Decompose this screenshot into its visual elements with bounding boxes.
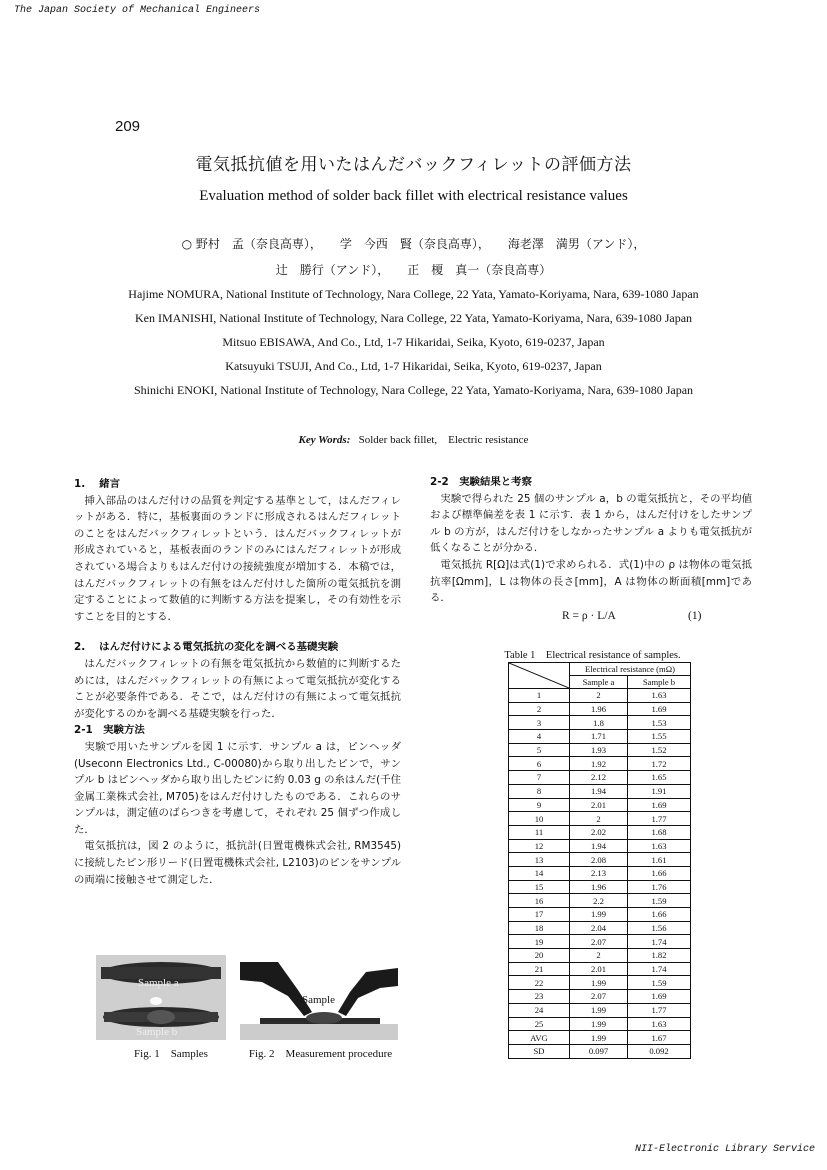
table-cell-sample-a: 2.04	[570, 921, 628, 935]
table-row-label: AVG	[509, 1031, 570, 1045]
table-row	[509, 825, 691, 839]
table-cell-sample-b: 1.66	[628, 866, 691, 880]
table-cell-sample-a: 1.8	[570, 716, 628, 730]
table-cell-sample-b: 1.68	[628, 825, 691, 839]
table-row-label: 7	[509, 771, 570, 785]
table-cell-sample-a: 2.01	[570, 962, 628, 976]
keywords-text: Solder back fillet, Electric resistance	[358, 434, 529, 446]
section-2-2-heading: 2-2 実験結果と考察	[430, 476, 532, 488]
table-cell-sample-a: 1.93	[570, 743, 628, 757]
table-row	[509, 949, 691, 963]
table-cell-sample-b: 1.63	[628, 839, 691, 853]
figure-1-label-b: Sample b	[136, 1026, 178, 1038]
table-row-label: 8	[509, 784, 570, 798]
table-row-label: 12	[509, 839, 570, 853]
table-row	[509, 935, 691, 949]
table-cell-sample-b: 1.76	[628, 880, 691, 894]
table-row-label: 5	[509, 743, 570, 757]
affiliation-line: Hajime NOMURA, National Institute of Technology, Nara College, 22 Yata, Yamato-Koriyama, Nara, 639-1080 Japan	[128, 287, 699, 301]
table-cell-sample-a: 2.07	[570, 935, 628, 949]
figure-1-image	[96, 955, 226, 1040]
section-2-2-body-2: 電気抵抗 R[Ω]は式(1)で求められる．式(1)中の ρ は物体の電気抵抗率[Ωmm]，L は物体の長さ[mm]，A は物体の断面積[mm]である．	[430, 558, 752, 605]
authors-japanese-line-2: 辻 勝行（アンド）， 正 榎 真一（奈良高専）	[275, 263, 552, 277]
table-group-header: Electrical resistance (mΩ)	[570, 663, 691, 676]
table-cell-sample-b: 1.77	[628, 812, 691, 826]
table-row	[509, 976, 691, 990]
table-cell-sample-a: 1.96	[570, 880, 628, 894]
table-cell-sample-a: 2	[570, 812, 628, 826]
keywords-label: Key Words:	[298, 434, 351, 446]
table-row	[509, 962, 691, 976]
table-cell-sample-a: 2.01	[570, 798, 628, 812]
table-cell-sample-b: 1.67	[628, 1031, 691, 1045]
affiliation-line: Shinichi ENOKI, National Institute of Technology, Nara College, 22 Yata, Yamato-Koriyama, Nara, 639-1080 Japan	[133, 383, 694, 397]
table-row	[509, 689, 691, 703]
table-row-label: SD	[509, 1044, 570, 1058]
table-cell-sample-b: 1.65	[628, 771, 691, 785]
table-cell-sample-b: 1.63	[628, 689, 691, 703]
table-row-label: 24	[509, 1003, 570, 1017]
table-row-label: 6	[509, 757, 570, 771]
table-cell-sample-a: 1.92	[570, 757, 628, 771]
table-cell-sample-a: 1.71	[570, 730, 628, 744]
table-cell-sample-b: 1.74	[628, 962, 691, 976]
table-row-label: 21	[509, 962, 570, 976]
table-diagonal	[509, 663, 569, 688]
right-column	[430, 474, 752, 625]
table-row-label: 18	[509, 921, 570, 935]
table-cell-sample-b: 1.82	[628, 949, 691, 963]
table-cell-sample-a: 2.07	[570, 990, 628, 1004]
table-cell-sample-a: 1.94	[570, 839, 628, 853]
table-row-label: 14	[509, 866, 570, 880]
table-cell-sample-b: 1.77	[628, 1003, 691, 1017]
table-row-label: 10	[509, 812, 570, 826]
table-cell-sample-a: 1.94	[570, 784, 628, 798]
table-cell-sample-a: 2.08	[570, 853, 628, 867]
table-row	[509, 921, 691, 935]
figure-1-label-a: Sample a	[138, 977, 179, 989]
resistance-table	[508, 662, 691, 1059]
table-row	[509, 743, 691, 757]
section-2-2-body-1: 実験で得られた 25 個のサンプル a，b の電気抵抗と，その平均値および標準偏差を表 1 に示す．表 1 から，はんだ付けをしたサンプル b の方が，はんだ付けをしなかったサンプル a よりも電気抵抗が低くなることが分かる．	[430, 492, 752, 555]
section-1-body: 挿入部品のはんだ付けの品質を判定する基準として，はんだフィレットがある．特に，基板裏面のランドに形成されるはんだフィレットのことをはんだバックフィレットという．はんだバックフィレットが形成されていると，基板表面のランドのみにはんだフィレットが形成されている場合よりもはんだ付けの接続強度が増加する．本稿では，はんだバックフィレットの有無をはんだ付けした箇所の電気抵抗を測定することによって数値的に判断する方法を提案し，その有効性を示すことを目的とする．	[74, 494, 401, 623]
table-cell-sample-a: 2	[570, 689, 628, 703]
table-row	[509, 784, 691, 798]
table-row	[509, 866, 691, 880]
figure-1-drawing	[96, 955, 226, 1040]
table-cell-sample-b: 1.61	[628, 853, 691, 867]
affiliation-line: Mitsuo EBISAWA, And Co., Ltd, 1-7 Hikaridai, Seika, Kyoto, 619-0237, Japan	[222, 335, 605, 349]
table-cell-sample-b: 1.66	[628, 908, 691, 922]
table-row-label: 19	[509, 935, 570, 949]
table-row-label: 4	[509, 730, 570, 744]
journal-header: The Japan Society of Mechanical Engineers	[14, 5, 261, 16]
table-cell-sample-b: 1.59	[628, 976, 691, 990]
table-row-label: 11	[509, 825, 570, 839]
table-cell-sample-a: 1.99	[570, 908, 628, 922]
table-cell-sample-b: 1.72	[628, 757, 691, 771]
table-row-label: 1	[509, 689, 570, 703]
table-row	[509, 1044, 691, 1058]
table-1-caption: Table 1 Electrical resistance of samples.	[504, 650, 681, 661]
table-cell-sample-b: 1.56	[628, 921, 691, 935]
table-cell-sample-b: 1.69	[628, 702, 691, 716]
table-row-label: 15	[509, 880, 570, 894]
authors-japanese-line-1: ○ 野村 孟（奈良高専）， 学 今西 賢（奈良高専）， 海老澤 満男（アンド），	[181, 237, 646, 251]
table-row-label: 20	[509, 949, 570, 963]
section-1-heading: 1. 緒言	[74, 478, 120, 490]
table-cell-sample-b: 1.63	[628, 1017, 691, 1031]
table-row-label: 2	[509, 702, 570, 716]
table-row-label: 13	[509, 853, 570, 867]
table-row	[509, 908, 691, 922]
table-row-label: 23	[509, 990, 570, 1004]
table-cell-sample-b: 1.69	[628, 798, 691, 812]
figure-2-image	[240, 962, 398, 1040]
title-japanese: 電気抵抗値を用いたはんだバックフィレットの評価方法	[195, 155, 632, 175]
table-row	[509, 853, 691, 867]
table-cell-sample-a: 2.12	[570, 771, 628, 785]
table-row-label: 3	[509, 716, 570, 730]
table-row	[509, 730, 691, 744]
table-cell-sample-a: 1.99	[570, 1031, 628, 1045]
section-2-heading: 2. はんだ付けによる電気抵抗の変化を調べる基礎実験	[74, 641, 339, 654]
table-cell-sample-b: 1.74	[628, 935, 691, 949]
table-row	[509, 990, 691, 1004]
table-row	[509, 771, 691, 785]
table-row	[509, 1017, 691, 1031]
table-cell-sample-a: 1.99	[570, 1003, 628, 1017]
table-cell-sample-a: 2.02	[570, 825, 628, 839]
table-cell-sample-a: 2.2	[570, 894, 628, 908]
figure-2-label: Sample	[302, 994, 335, 1006]
section-2-body: はんだバックフィレットの有無を電気抵抗から数値的に判断するためには，はんだバックフィレットの有無によって電気抵抗が変化することが必要条件である．そこで，はんだ付けの有無によって電気抵抗が変化するのかを調べる基礎実験を行った．	[74, 657, 401, 720]
table-cell-sample-a: 1.99	[570, 1017, 628, 1031]
table-row	[509, 716, 691, 730]
figure-2-drawing	[240, 962, 398, 1040]
table-cell-sample-a: 1.96	[570, 702, 628, 716]
affiliation-line: Ken IMANISHI, National Institute of Technology, Nara College, 22 Yata, Yamato-Koriyama, Nara, 639-1080 Japan	[134, 311, 693, 325]
table-cell-sample-a: 1.99	[570, 976, 628, 990]
table-row	[509, 894, 691, 908]
table-cell-sample-b: 1.55	[628, 730, 691, 744]
table-corner-cell	[509, 663, 570, 689]
library-footer: NII-Electronic Library Service	[634, 1144, 815, 1155]
table-row-label: 25	[509, 1017, 570, 1031]
table-cell-sample-a: 0.097	[570, 1044, 628, 1058]
affiliation-line: Katsuyuki TSUJI, And Co., Ltd, 1-7 Hikaridai, Seika, Kyoto, 619-0237, Japan	[225, 359, 602, 373]
keywords	[0, 431, 827, 447]
equation-1	[430, 607, 752, 625]
table-col-header-b: Sample b	[628, 676, 691, 689]
left-column	[74, 476, 401, 888]
table-1	[508, 662, 691, 1059]
table-cell-sample-b: 1.59	[628, 894, 691, 908]
table-cell-sample-a: 2	[570, 949, 628, 963]
table-row	[509, 839, 691, 853]
table-row	[509, 757, 691, 771]
table-cell-sample-b: 1.91	[628, 784, 691, 798]
table-row-label: 16	[509, 894, 570, 908]
section-2-1-heading: 2-1 実験方法	[74, 724, 145, 737]
equation-formula: R = ρ · L/A	[562, 609, 616, 622]
figure-2-caption: Fig. 2 Measurement procedure	[248, 1048, 393, 1060]
table-cell-sample-b: 1.52	[628, 743, 691, 757]
table-row	[509, 1031, 691, 1045]
table-row	[509, 702, 691, 716]
page-number: 209	[115, 118, 141, 135]
table-cell-sample-a: 2.13	[570, 866, 628, 880]
figure-1-caption: Fig. 1 Samples	[134, 1048, 208, 1060]
table-cell-sample-b: 0.092	[628, 1044, 691, 1058]
table-cell-sample-b: 1.53	[628, 716, 691, 730]
table-row	[509, 798, 691, 812]
equation-number: (1)	[688, 609, 702, 622]
table-row	[509, 812, 691, 826]
title-english: Evaluation method of solder back fillet with electrical resistance values	[199, 188, 628, 204]
table-row-label: 9	[509, 798, 570, 812]
table-row	[509, 1003, 691, 1017]
table-row-label: 17	[509, 908, 570, 922]
table-col-header-a: Sample a	[570, 676, 628, 689]
table-cell-sample-b: 1.69	[628, 990, 691, 1004]
table-row	[509, 880, 691, 894]
section-2-1-body-1: 実験で用いたサンプルを図 1 に示す．サンプル a は，ピンヘッダ(Useconn Electronics Ltd., C-00080)から取り出したピンで，サンプル b はピンヘッダから取り出したピンに約 0.03 g の糸はんだ(千住金属工業株式会社, M705)をはんだ付けしたものである．これらのサンプルは，測定値のばらつきを考慮して，それぞれ 25 個ずつ作成した．	[74, 740, 401, 836]
table-row-label: 22	[509, 976, 570, 990]
section-2-1-body-2: 電気抵抗は，図 2 のように，抵抗計(日置電機株式会社, RM3545)に接続したピン形リード(日置電機株式会社, L2103)のピンをサンプルの両端に接触させて測定した．	[74, 840, 401, 886]
